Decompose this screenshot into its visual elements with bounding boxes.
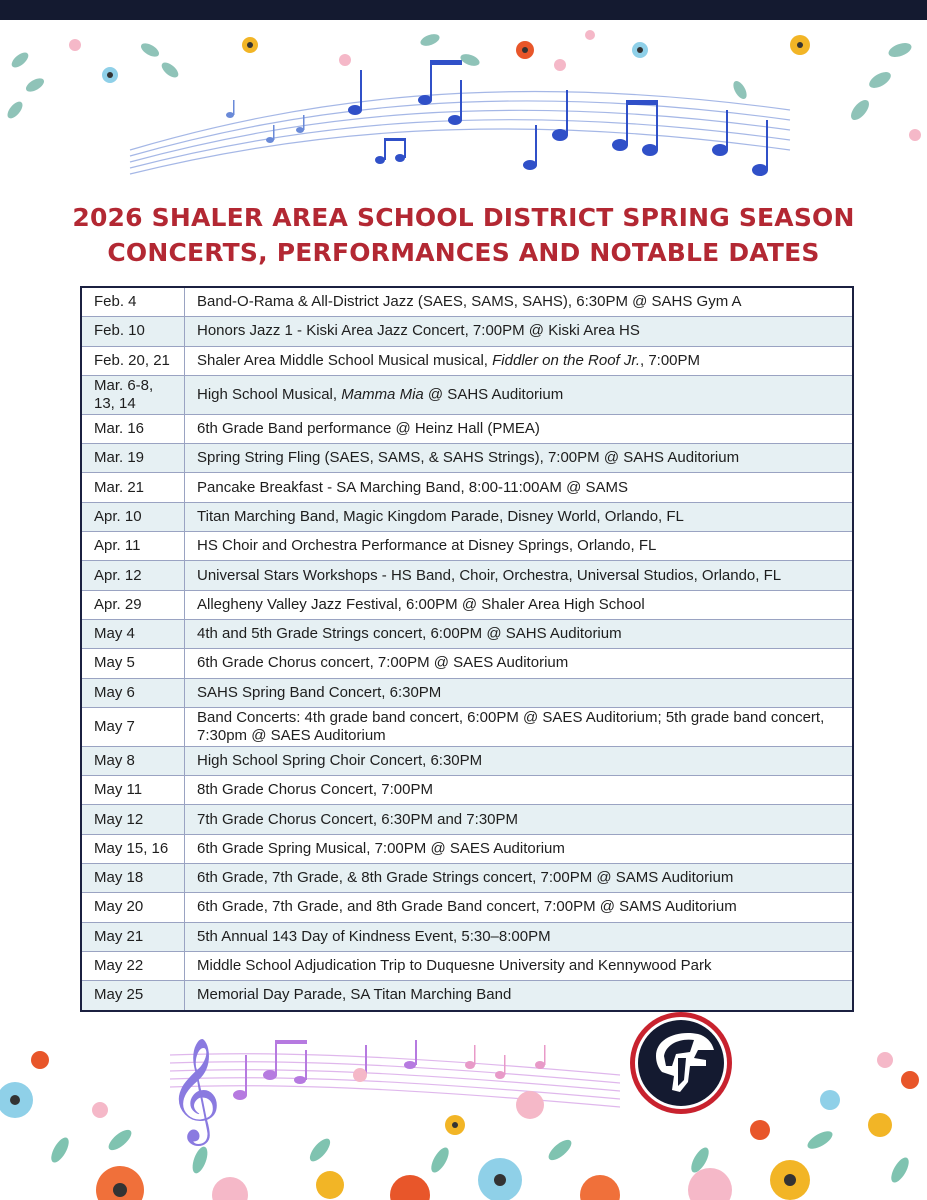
event-text: Allegheny Valley Jazz Festival, 6:00PM @ Shaler Area High School bbox=[197, 595, 645, 613]
event-text: 4th and 5th Grade Strings concert, 6:00PM @ SAHS Auditorium bbox=[197, 625, 622, 643]
schedule-event bbox=[185, 590, 854, 619]
event-text: SAHS Spring Band Concert, 6:30PM bbox=[197, 683, 442, 701]
title-line-2: CONCERTS, PERFORMANCES AND NOTABLE DATES bbox=[107, 238, 820, 267]
schedule-event bbox=[185, 746, 854, 775]
schedule-event bbox=[185, 707, 854, 746]
schedule-event bbox=[185, 287, 854, 317]
event-title-italic: Fiddler on the Roof Jr. bbox=[492, 351, 640, 369]
page-title bbox=[0, 200, 927, 270]
event-text: Pancake Breakfast - SA Marching Band, 8:00-11:00AM @ SAMS bbox=[197, 478, 628, 496]
schedule-row bbox=[81, 746, 853, 775]
schedule-date: May 15, 16 bbox=[81, 834, 185, 863]
schedule-event bbox=[185, 893, 854, 922]
schedule-event bbox=[185, 346, 854, 375]
event-text: HS Choir and Orchestra Performance at Disney Springs, Orlando, FL bbox=[197, 537, 657, 555]
titan-logo bbox=[628, 1010, 734, 1116]
event-text: High School Spring Choir Concert, 6:30PM bbox=[197, 752, 483, 769]
schedule-row bbox=[81, 287, 853, 317]
schedule-date: May 21 bbox=[81, 922, 185, 951]
top-banner-bar bbox=[0, 0, 927, 20]
event-text: Shaler Area Middle School Musical musical, bbox=[197, 351, 493, 369]
event-title-italic: Mamma Mia bbox=[341, 385, 424, 403]
schedule-event bbox=[185, 864, 854, 893]
schedule-date: Apr. 10 bbox=[81, 502, 185, 531]
event-text: 6th Grade, 7th Grade, and 8th Grade Band concert, 7:00PM @ SAMS Auditorium bbox=[197, 898, 737, 916]
event-text: Titan Marching Band, Magic Kingdom Parade, Disney World, Orlando, FL bbox=[197, 507, 684, 525]
schedule-event bbox=[185, 981, 854, 1011]
event-text: 6th Grade, 7th Grade, & 8th Grade Strings concert, 7:00PM @ SAMS Auditorium bbox=[197, 869, 734, 887]
floral-music-header-illustration bbox=[0, 20, 927, 190]
schedule-date: Mar. 21 bbox=[81, 473, 185, 502]
event-text: Middle School Adjudication Trip to Duquesne University and Kennywood Park bbox=[197, 957, 712, 975]
schedule-date: Apr. 29 bbox=[81, 590, 185, 619]
schedule-date: Feb. 10 bbox=[81, 317, 185, 346]
schedule-row bbox=[81, 805, 853, 834]
schedule-event bbox=[185, 678, 854, 707]
schedule-date: May 5 bbox=[81, 649, 185, 678]
event-text: 8th Grade Chorus Concert, 7:00PM bbox=[197, 781, 433, 799]
schedule-event bbox=[185, 619, 854, 648]
event-text: 7th Grade Chorus Concert, 6:30PM and 7:30PM bbox=[197, 810, 519, 828]
event-text-suffix: , 7:00PM bbox=[640, 351, 701, 369]
schedule-row bbox=[81, 473, 853, 502]
schedule-row bbox=[81, 444, 853, 473]
schedule-row bbox=[81, 561, 853, 590]
schedule-date: May 4 bbox=[81, 619, 185, 648]
schedule-date: Feb. 20, 21 bbox=[81, 346, 185, 375]
event-text: Memorial Day Parade, SA Titan Marching Band bbox=[197, 986, 512, 1004]
schedule-event bbox=[185, 834, 854, 863]
schedule-date: May 7 bbox=[81, 707, 185, 746]
schedule-event bbox=[185, 532, 854, 561]
schedule-event bbox=[185, 444, 854, 473]
schedule-table bbox=[80, 286, 854, 1012]
schedule-event bbox=[185, 776, 854, 805]
schedule-row bbox=[81, 590, 853, 619]
schedule-event bbox=[185, 922, 854, 951]
schedule-row bbox=[81, 893, 853, 922]
schedule-date: May 12 bbox=[81, 805, 185, 834]
event-text: Band-O-Rama & All-District Jazz (SAES, SAMS, SAHS), 6:30PM @ SAHS Gym A bbox=[197, 293, 742, 311]
schedule-date: May 8 bbox=[81, 746, 185, 775]
schedule-event bbox=[185, 805, 854, 834]
schedule-event bbox=[185, 561, 854, 590]
schedule-event bbox=[185, 649, 854, 678]
event-text: Universal Stars Workshops - HS Band, Choir, Orchestra, Universal Studios, Orlando, FL bbox=[197, 566, 782, 584]
schedule-event bbox=[185, 473, 854, 502]
event-text: Spring String Fling (SAES, SAMS, & SAHS Strings), 7:00PM @ SAHS Auditorium bbox=[197, 449, 740, 467]
schedule-row bbox=[81, 317, 853, 346]
event-text: Band Concerts: 4th grade band concert, 6:00PM @ SAES Auditorium; 5th grade band concert, 7:30pm @ SAES Auditorium bbox=[197, 708, 825, 744]
schedule-event bbox=[185, 317, 854, 346]
schedule-row bbox=[81, 678, 853, 707]
event-text: 6th Grade Chorus concert, 7:00PM @ SAES Auditorium bbox=[197, 654, 569, 672]
schedule-event bbox=[185, 951, 854, 980]
schedule-date: Apr. 11 bbox=[81, 532, 185, 561]
schedule-row bbox=[81, 649, 853, 678]
schedule-date: May 6 bbox=[81, 678, 185, 707]
event-text: Honors Jazz 1 - Kiski Area Jazz Concert, 7:00PM @ Kiski Area HS bbox=[197, 322, 640, 340]
schedule-date: May 22 bbox=[81, 951, 185, 980]
schedule-row bbox=[81, 346, 853, 375]
schedule-row bbox=[81, 922, 853, 951]
schedule-date: Feb. 4 bbox=[81, 287, 185, 317]
schedule-row bbox=[81, 707, 853, 746]
schedule-row bbox=[81, 414, 853, 443]
schedule-date: Mar. 6-8, 13, 14 bbox=[81, 375, 185, 414]
floral-music-footer-illustration bbox=[0, 1020, 927, 1200]
schedule-row bbox=[81, 502, 853, 531]
schedule-table-body bbox=[81, 287, 853, 1011]
schedule-row bbox=[81, 532, 853, 561]
event-text: 6th Grade Band performance @ Heinz Hall (PMEA) bbox=[197, 420, 540, 438]
schedule-event bbox=[185, 414, 854, 443]
title-line-1: 2026 SHALER AREA SCHOOL DISTRICT SPRING SEASON bbox=[72, 203, 855, 232]
schedule-row bbox=[81, 864, 853, 893]
schedule-row bbox=[81, 834, 853, 863]
schedule-row bbox=[81, 619, 853, 648]
schedule-date: May 20 bbox=[81, 893, 185, 922]
schedule-row bbox=[81, 951, 853, 980]
schedule-date: Apr. 12 bbox=[81, 561, 185, 590]
schedule-event bbox=[185, 375, 854, 414]
schedule-row bbox=[81, 776, 853, 805]
event-text-suffix: @ SAHS Auditorium bbox=[423, 385, 564, 403]
schedule-date: May 18 bbox=[81, 864, 185, 893]
event-text: High School Musical, bbox=[197, 385, 342, 403]
schedule-event bbox=[185, 502, 854, 531]
schedule-date: May 25 bbox=[81, 981, 185, 1011]
schedule-row bbox=[81, 375, 853, 414]
schedule-date: May 11 bbox=[81, 776, 185, 805]
schedule-date: Mar. 19 bbox=[81, 444, 185, 473]
event-text: 6th Grade Spring Musical, 7:00PM @ SAES Auditorium bbox=[197, 839, 565, 857]
svg-text:𝄞: 𝄞 bbox=[168, 1037, 222, 1142]
event-text: 5th Annual 143 Day of Kindness Event, 5:30–8:00PM bbox=[197, 927, 551, 945]
schedule-date: Mar. 16 bbox=[81, 414, 185, 443]
schedule-row bbox=[81, 981, 853, 1011]
